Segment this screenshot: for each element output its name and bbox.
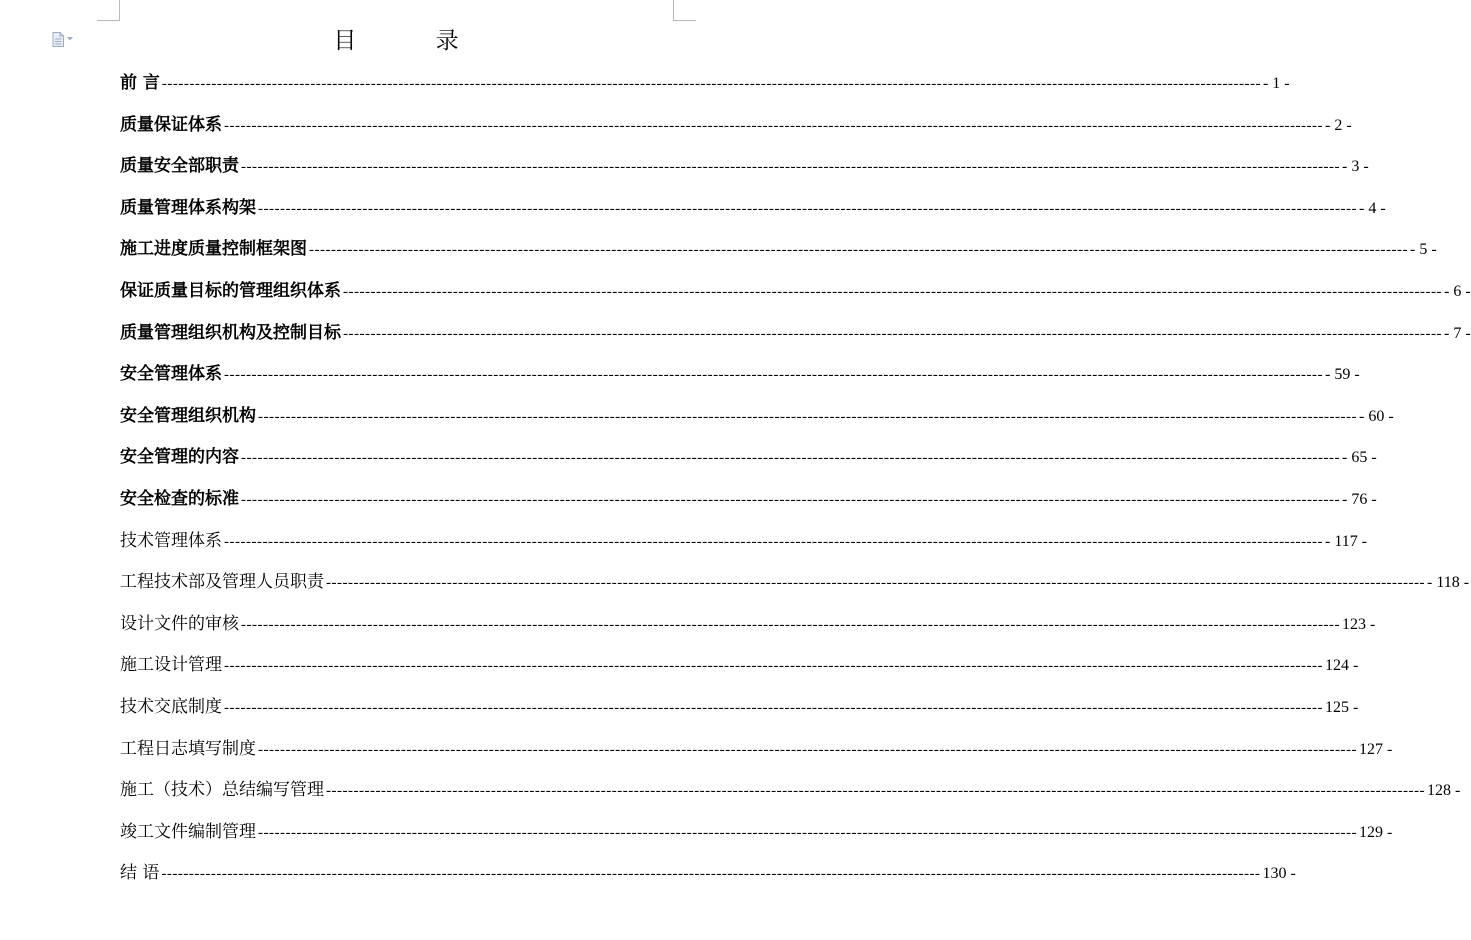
toc-entry[interactable] — [120, 110, 1352, 152]
toc-dot-leader: -------------------------------------------------------------------------------------------------------------------------------------------------------------------------------------------------------- — [326, 575, 1426, 592]
toc-entry-label: 设计文件的审核 — [120, 613, 239, 634]
toc-entry[interactable] — [120, 858, 1296, 900]
toc-entry-label: 安全管理体系 — [120, 364, 222, 385]
toc-dot-leader: -------------------------------------------------------------------------------------------------------------------------------------------------------------------------------------------------------- — [258, 741, 1358, 758]
toc-entry[interactable] — [120, 276, 1471, 318]
toc-entry[interactable] — [120, 359, 1360, 401]
toc-entry-page: - 76 - — [1342, 490, 1377, 508]
toc-entry-label: 工程技术部及管理人员职责 — [120, 572, 324, 593]
toc-entry[interactable] — [120, 151, 1369, 193]
toc-entry-page: - 3 - — [1342, 158, 1369, 176]
toc-entry-page: - 5 - — [1410, 241, 1437, 259]
toc-dot-leader: -------------------------------------------------------------------------------------------------------------------------------------------------------------------------------------------------------- — [343, 283, 1443, 300]
toc-dot-leader: -------------------------------------------------------------------------------------------------------------------------------------------------------------------------------------------------------- — [258, 824, 1358, 841]
table-of-contents — [120, 68, 1471, 900]
toc-entry-label: 前 言 — [120, 73, 160, 93]
toc-dot-leader: -------------------------------------------------------------------------------------------------------------------------------------------------------------------------------------------------------- — [224, 533, 1324, 550]
toc-entry[interactable] — [120, 692, 1359, 734]
toc-entry[interactable] — [120, 442, 1377, 484]
toc-entry-label: 施工进度质量控制框架图 — [120, 239, 307, 260]
toc-entry-page: 129 - — [1359, 823, 1393, 841]
toc-entry-label: 结 语 — [120, 863, 160, 884]
toc-dot-leader: -------------------------------------------------------------------------------------------------------------------------------------------------------------------------------------------------------- — [241, 159, 1341, 176]
toc-entry[interactable] — [120, 193, 1386, 235]
toc-entry-page: 130 - — [1262, 865, 1296, 883]
toc-entry-page: - 117 - — [1325, 532, 1368, 550]
toc-dot-leader: -------------------------------------------------------------------------------------------------------------------------------------------------------------------------------------------------------- — [224, 117, 1324, 134]
toc-entry-page: 124 - — [1325, 657, 1359, 675]
toc-entry-label: 质量管理组织机构及控制目标 — [120, 322, 341, 343]
toc-entry[interactable] — [120, 734, 1393, 776]
toc-entry-page: 125 - — [1325, 698, 1359, 716]
toc-dot-leader: -------------------------------------------------------------------------------------------------------------------------------------------------------------------------------------------------------- — [161, 866, 1261, 883]
toc-entry-page: 127 - — [1359, 740, 1393, 758]
toc-entry-page: - 2 - — [1325, 116, 1352, 134]
toc-entry-page: - 118 - — [1427, 574, 1470, 592]
toc-entry-label: 质量管理体系构架 — [120, 197, 256, 218]
toc-entry[interactable] — [120, 817, 1393, 859]
toc-entry-page: - 7 - — [1444, 324, 1471, 342]
toc-entry[interactable] — [120, 567, 1470, 609]
toc-dot-leader: -------------------------------------------------------------------------------------------------------------------------------------------------------------------------------------------------------- — [258, 200, 1358, 217]
toc-entry-page: - 60 - — [1359, 407, 1394, 425]
toc-entry-page: - 6 - — [1444, 282, 1471, 300]
toc-entry-label: 技术管理体系 — [120, 530, 222, 551]
toc-entry[interactable] — [120, 401, 1394, 443]
toc-title: 目 录 — [333, 28, 495, 54]
toc-entry-page: - 65 - — [1342, 449, 1377, 467]
toc-entry-label: 安全管理的内容 — [120, 447, 239, 468]
toc-dot-leader: -------------------------------------------------------------------------------------------------------------------------------------------------------------------------------------------------------- — [326, 783, 1426, 800]
toc-entry-label: 施工（技术）总结编写管理 — [120, 780, 324, 801]
toc-entry[interactable] — [120, 68, 1290, 110]
toc-entry-page: - 59 - — [1325, 366, 1360, 384]
toc-entry[interactable] — [120, 318, 1471, 360]
toc-entry[interactable] — [120, 609, 1376, 651]
toc-entry[interactable] — [120, 526, 1368, 568]
toc-entry-label: 质量保证体系 — [120, 114, 222, 135]
toc-dot-leader: -------------------------------------------------------------------------------------------------------------------------------------------------------------------------------------------------------- — [343, 325, 1443, 342]
toc-entry-label: 安全检查的标准 — [120, 488, 239, 509]
toc-entry-label: 工程日志填写制度 — [120, 738, 256, 759]
crop-mark-top-right — [673, 0, 696, 21]
toc-dot-leader: -------------------------------------------------------------------------------------------------------------------------------------------------------------------------------------------------------- — [224, 367, 1324, 384]
toc-entry-page: 123 - — [1342, 615, 1376, 633]
toc-dot-leader: -------------------------------------------------------------------------------------------------------------------------------------------------------------------------------------------------------- — [224, 658, 1324, 675]
crop-mark-top-left — [97, 0, 120, 21]
toc-entry[interactable] — [120, 650, 1359, 692]
toc-entry-label: 质量安全部职责 — [120, 156, 239, 177]
toc-dot-leader: -------------------------------------------------------------------------------------------------------------------------------------------------------------------------------------------------------- — [309, 242, 1409, 259]
toc-dot-leader: -------------------------------------------------------------------------------------------------------------------------------------------------------------------------------------------------------- — [224, 699, 1324, 716]
toc-entry-page: - 4 - — [1359, 199, 1386, 217]
toc-entry-label: 竣工文件编制管理 — [120, 821, 256, 842]
toc-dot-leader: -------------------------------------------------------------------------------------------------------------------------------------------------------------------------------------------------------- — [161, 76, 1261, 92]
toc-entry-page: - 1 - — [1262, 75, 1290, 92]
toc-entry-label: 技术交底制度 — [120, 696, 222, 717]
toc-entry-label: 安全管理组织机构 — [120, 405, 256, 426]
toc-entry[interactable] — [120, 775, 1461, 817]
toc-dot-leader: -------------------------------------------------------------------------------------------------------------------------------------------------------------------------------------------------------- — [241, 616, 1341, 633]
toc-dot-leader: -------------------------------------------------------------------------------------------------------------------------------------------------------------------------------------------------------- — [258, 408, 1358, 425]
toc-dot-leader: -------------------------------------------------------------------------------------------------------------------------------------------------------------------------------------------------------- — [241, 450, 1341, 467]
toc-entry-label: 施工设计管理 — [120, 655, 222, 676]
toc-entry[interactable] — [120, 484, 1377, 526]
toc-entry[interactable] — [120, 234, 1437, 276]
toc-entry-page: 128 - — [1427, 782, 1461, 800]
toc-dot-leader: -------------------------------------------------------------------------------------------------------------------------------------------------------------------------------------------------------- — [241, 491, 1341, 508]
toc-entry-label: 保证质量目标的管理组织体系 — [120, 280, 341, 301]
